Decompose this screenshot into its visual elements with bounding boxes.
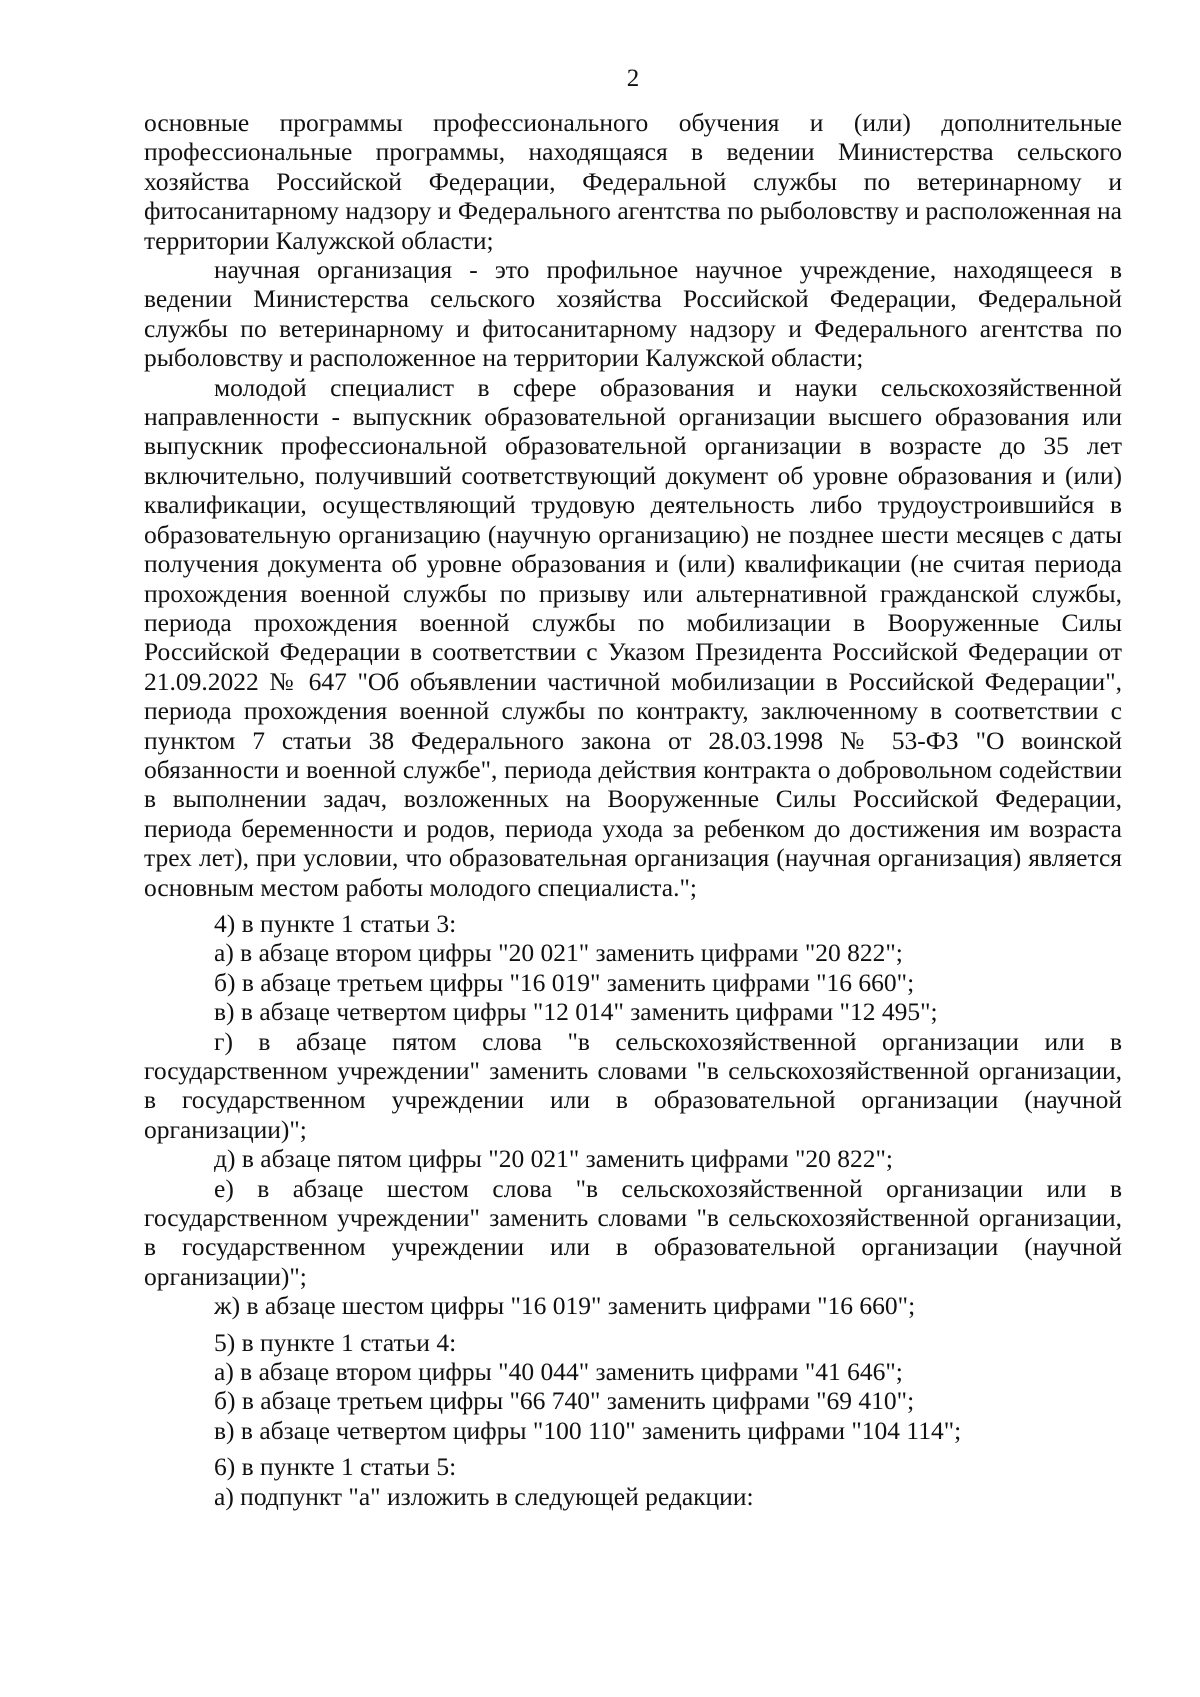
paragraph-item-4e: д) в абзаце пятом цифры "20 021" заменить цифрами "20 822"; [214,1144,893,1174]
paragraph-item-4d: г) в абзаце пятом слова "в сельскохозяйственной организации или в государственном учреждении" заменить словами "в сельскохозяйственной организации, в государственном учреждении или в образовательной организации (научной организации)"; [144,1026,1122,1144]
paragraph-continuation: основные программы профессионального обучения и (или) дополнительные профессиональные программы, находящаяся в ведении Министерства сельского хозяйства Российской Федерации, Федеральной службы по ветеринарному и фитосанитарному надзору и Федерального агентства по рыболовству и расположенная на территории Калужской области; [144,108,1122,255]
paragraph-item-4g: ж) в абзаце шестом цифры "16 019" заменить цифрами "16 660"; [214,1291,916,1321]
paragraph-item-5a: а) в абзаце втором цифры "40 044" заменить цифрами "41 646"; [214,1357,903,1387]
paragraph-item-4c: в) в абзаце четвертом цифры "12 014" заменить цифрами "12 495"; [214,997,938,1027]
paragraph-item-5: 5) в пункте 1 статьи 4: [214,1327,457,1357]
paragraph-young-specialist: молодой специалист в сфере образования и науки сельскохозяйственной направленности - выпускник образовательной организации высшего образования или выпускник профессиональной образовательной организации в возрасте до 35 лет включительно, получивший соответствующий документ об уровне образования и (или) квалификации, осуществляющий трудовую деятельность либо трудоустроившийся в образовательную организацию (научную организацию) не позднее шести месяцев с даты получения документа об уровне образования и (или) квалификации (не считая периода прохождения военной службы по призыву или альтернативной гражданской службы, периода прохождения военной службы по мобилизации в Вооруженные Силы Российской Федерации в соответствии с Указом Президента Российской Федерации от 21.09.2022 № 647 "Об объявлении частичной мобилизации в Российской Федерации", периода прохождения военной службы по контракту, заключенному в соответствии с пунктом 7 статьи 38 Федерального закона от 28.03.1998 № 53-ФЗ "О воинской обязанности и военной службе", периода действия контракта о добровольном содействии в выполнении задач, возложенных на Вооруженные Силы Российской Федерации, периода беременности и родов, периода ухода за ребенком до достижения им возраста трех лет), при условии, что образовательная организация (научная организация) является основным местом работы молодого специалиста."; [144,372,1122,902]
paragraph-item-4b: б) в абзаце третьем цифры "16 019" заменить цифрами "16 660"; [214,967,915,997]
paragraph-item-4: 4) в пункте 1 статьи 3: [214,908,457,938]
page-number: 2 [626,65,640,92]
paragraph-item-4f: е) в абзаце шестом слова "в сельскохозяйственной организации или в государственном учреждении" заменить словами "в сельскохозяйственной организации, в государственном учреждении или в образовательной организации (научной организации)"; [144,1173,1122,1291]
paragraph-item-5b: б) в абзаце третьем цифры "66 740" заменить цифрами "69 410"; [214,1386,915,1416]
paragraph-item-5c: в) в абзаце четвертом цифры "100 110" заменить цифрами "104 114"; [214,1415,962,1445]
paragraph-item-4a: а) в абзаце втором цифры "20 021" заменить цифрами "20 822"; [214,938,903,968]
paragraph-scientific-organization: научная организация - это профильное научное учреждение, находящееся в ведении Министерства сельского хозяйства Российской Федерации, Федеральной службы по ветеринарному и фитосанитарному надзору и Федерального агентства по рыболовству и расположенное на территории Калужской области; [144,255,1122,373]
paragraph-item-6a: а) подпункт "а" изложить в следующей редакции: [214,1481,754,1511]
paragraph-item-6: 6) в пункте 1 статьи 5: [214,1452,457,1482]
